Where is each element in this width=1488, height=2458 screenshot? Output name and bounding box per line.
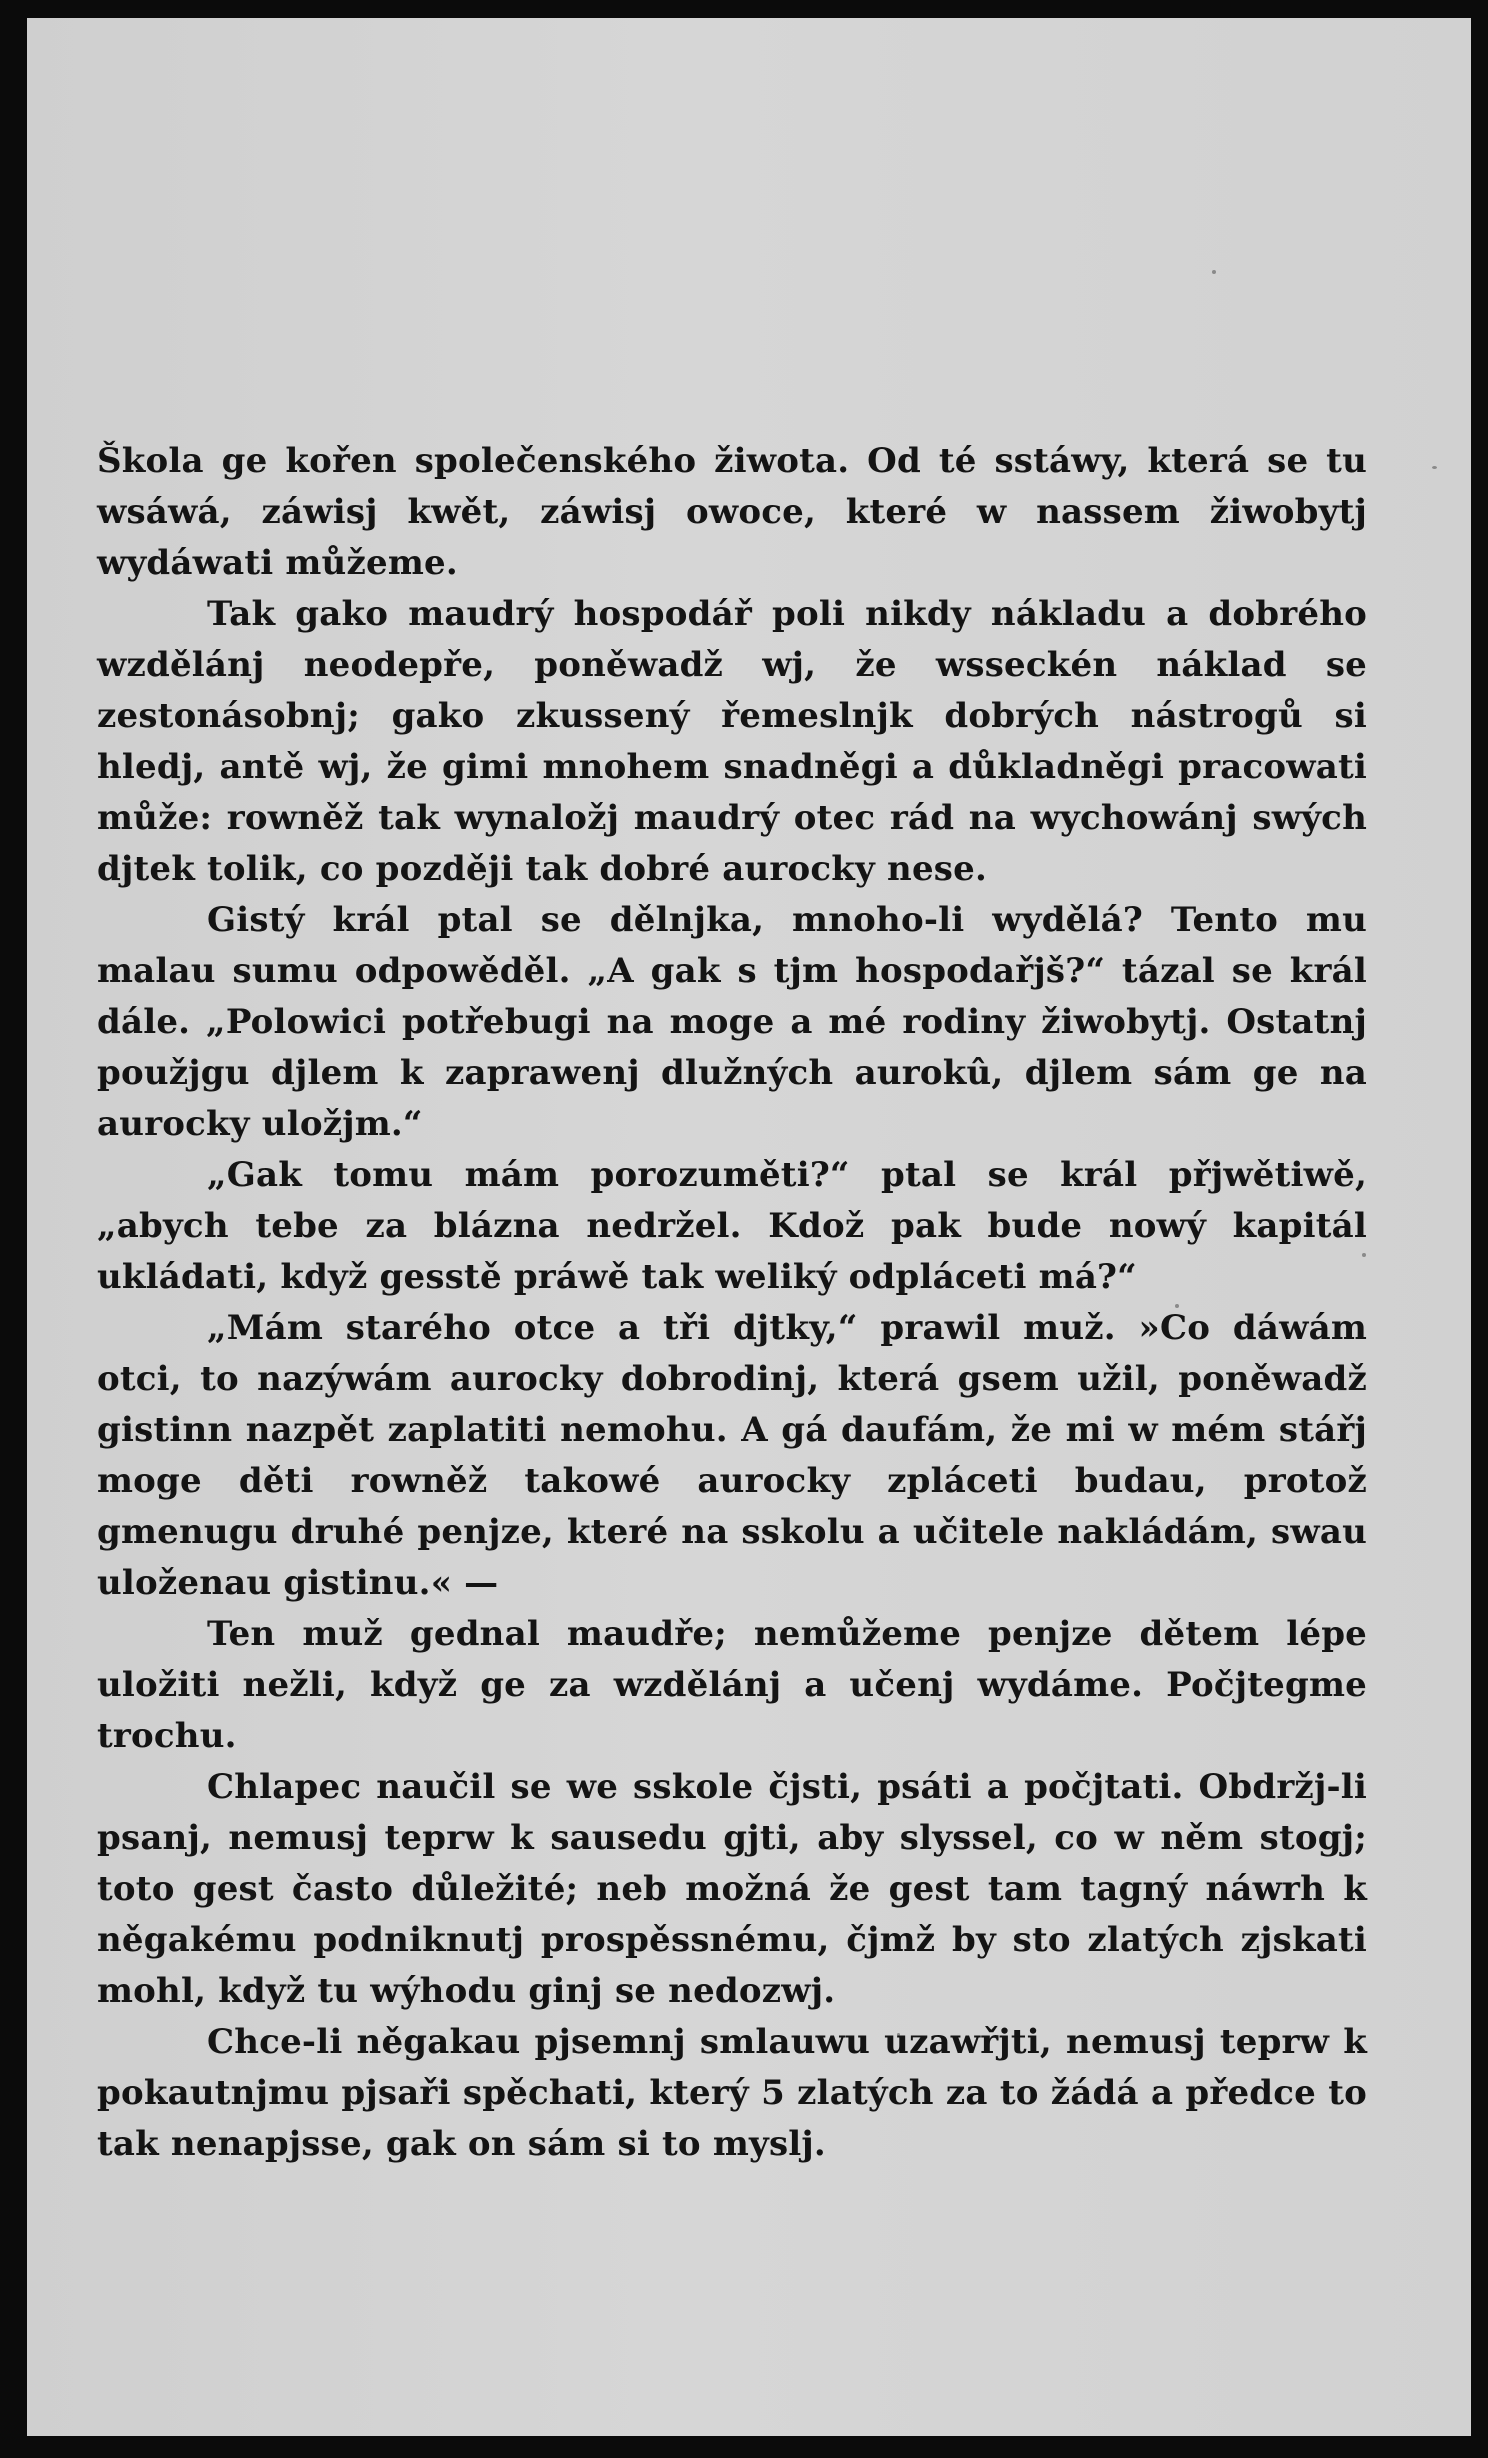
document-page [27, 18, 1471, 2436]
paper-speck [1432, 466, 1437, 469]
body-text [97, 436, 1367, 2170]
paragraph-2: Tak gako maudrý hospodář poli nikdy nákladu a dobrého wzdělánj neodepře, poněwadž wj, že wsseckén náklad se zestonásobnj; gako zkussený řemeslnjk dobrých nástrogů si hledj, antě wj, že gimi mnohem snadněgi a důkladněgi pracowati může: rowněž tak wynaložj maudrý otec rád na wychowánj swých djtek tolik, co později tak dobré aurocky nese. [97, 594, 1367, 889]
paragraph-8: Chce-li něgakau pjsemnj smlauwu uzawřjti, nemusj teprw k pokautnjmu pjsaři spěchati, který 5 zlatých za to žádá a předce to tak nenapjsse, gak on sám si to myslj. [97, 2022, 1367, 2164]
paragraph-6: Ten muž gednal maudře; nemůžeme penjze dětem lépe uložiti nežli, když ge za wzdělánj a učenj wydáme. Počjtegme trochu. [97, 1614, 1367, 1756]
paragraph-7: Chlapec naučil se we sskole čjsti, psáti a počjtati. Obdržj-li psanj, nemusj teprw k sausedu gjti, aby slyssel, co w něm stogj; toto gest často důležité; neb možná že gest tam tagný náwrh k něgakému podniknutj prospěssnému, čjmž by sto zlatých zjskati mohl, když tu wýhodu ginj se nedozwj. [97, 1767, 1367, 2011]
paragraph-3: Gistý král ptal se dělnjka, mnoho-li wydělá? Tento mu malau sumu odpowěděl. „A gak s tjm hospodařjš?“ tázal se král dále. „Polowici potřebugi na moge a mé rodiny žiwobytj. Ostatnj použjgu djlem k zaprawenj dlužných aurokû, djlem sám ge na aurocky uložjm.“ [97, 900, 1367, 1144]
paper-speck [1212, 270, 1216, 274]
paragraph-4: „Gak tomu mám porozuměti?“ ptal se král přjwětiwě, „abych tebe za blázna nedržel. Kdož pak bude nowý kapitál ukládati, když gesstě práwě tak weliký odpláceti má?“ [97, 1155, 1367, 1297]
paragraph-1: Škola ge kořen společenského žiwota. Od té sstáwy, která se tu wsáwá, záwisj kwět, záwisj owoce, které w nassem žiwobytj wydáwati můžeme. [97, 441, 1367, 583]
paragraph-5: „Mám starého otce a tři djtky,“ prawil muž. »Co dáwám otci, to nazýwám aurocky dobrodinj, která gsem užil, poněwadž gistinn nazpět zaplatiti nemohu. A gá daufám, že mi w mém stářj moge děti rowněž takowé aurocky zpláceti budau, protož gmenugu druhé penjze, které na sskolu a učitele nakládám, swau uloženau gistinu.« — [97, 1308, 1367, 1603]
